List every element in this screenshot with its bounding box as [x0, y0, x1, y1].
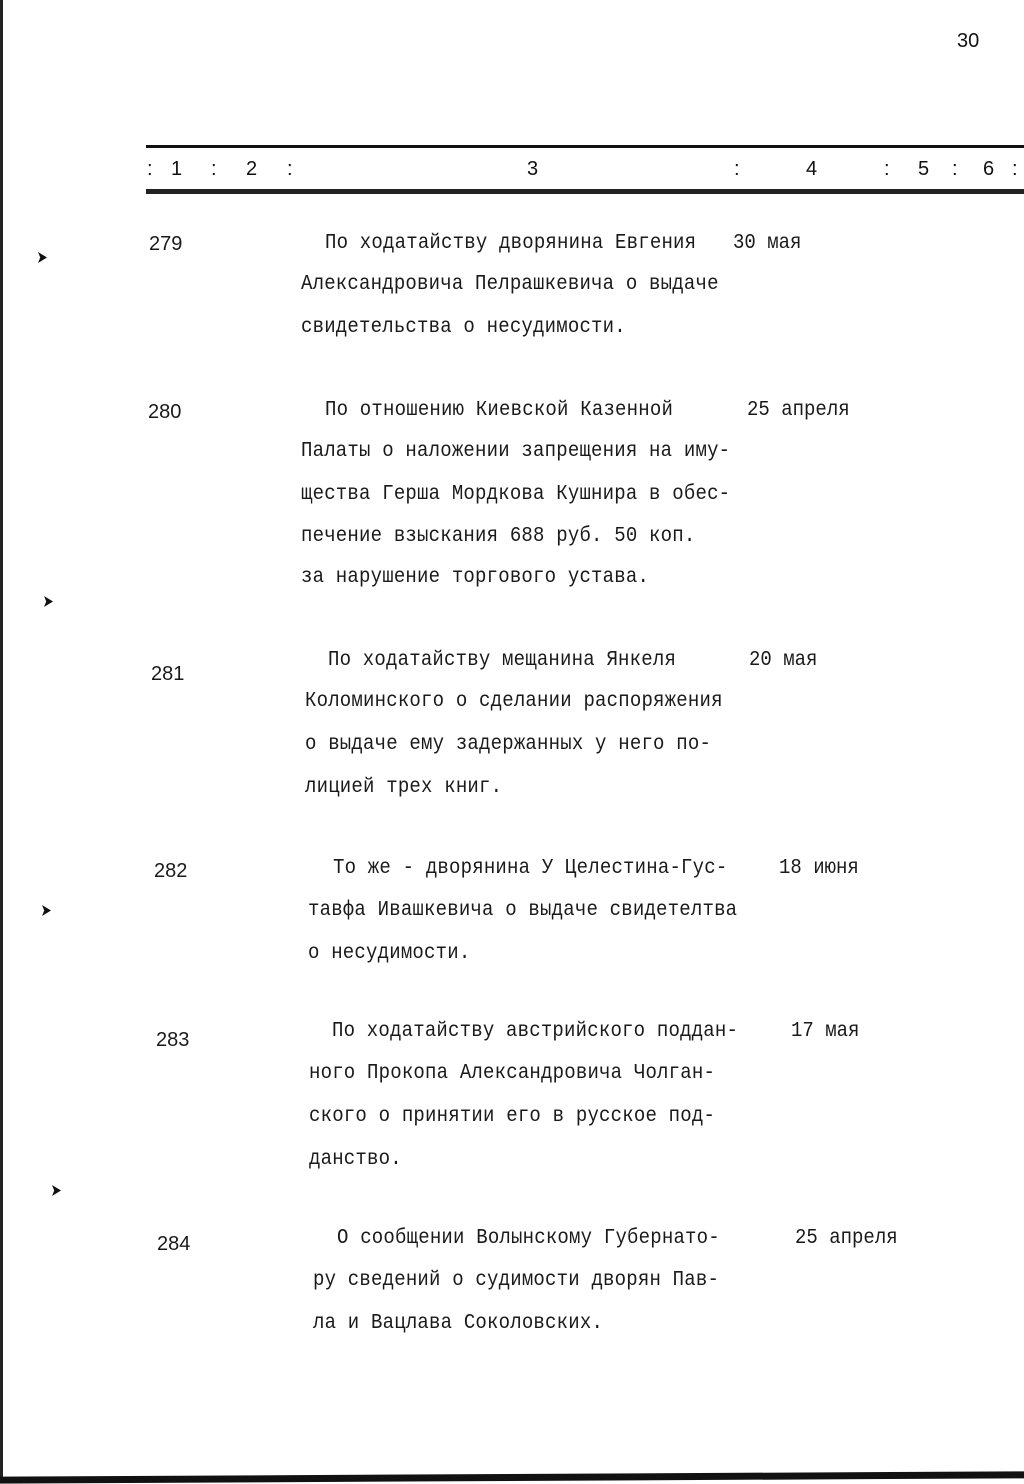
entry-text-line: То же - дворянина У Целестина-Гус-	[333, 855, 728, 880]
column-separator: :	[147, 158, 153, 180]
column-separator: :	[1012, 158, 1018, 180]
entry-text-line: о выдаче ему задержанных у него по-	[305, 731, 712, 756]
entry-text-line: Коломинского о сделании распоряжения	[305, 688, 723, 713]
entry-text-line: По ходатайству мещанина Янкеля	[328, 647, 677, 672]
entry-text-line: за нарушение торгового устава.	[301, 564, 650, 589]
entry-date: 17 мая	[791, 1018, 860, 1043]
page-number: 30	[957, 30, 980, 52]
entry-date: 25 апреля	[795, 1225, 898, 1250]
entry-number: 284	[157, 1233, 191, 1255]
binder-mark-icon	[52, 1185, 61, 1196]
column-separator: :	[734, 158, 740, 180]
binder-mark-icon	[44, 596, 53, 607]
entry-date: 30 мая	[733, 230, 802, 255]
entry-text-line: данство.	[309, 1146, 402, 1171]
entry-date: 20 мая	[749, 647, 818, 672]
column-separator: :	[952, 158, 958, 180]
binder-mark-icon	[38, 252, 47, 263]
entry-text-line: О сообщении Волынскому Губернато-	[337, 1225, 720, 1250]
entry-text-line: Палаты о наложении запрещения на иму-	[301, 438, 731, 463]
column-header-5: 5	[918, 158, 930, 180]
column-separator: :	[287, 158, 293, 180]
page-edge	[0, 0, 3, 1481]
entry-text-line: свидетельства о несудимости.	[301, 314, 626, 339]
binder-mark-icon	[42, 905, 51, 916]
header-rule-bottom	[146, 189, 1024, 194]
column-header-3: 3	[527, 158, 539, 180]
entry-text-line: тавфа Ивашкевича о выдаче свидетелтва	[308, 897, 738, 922]
entry-text-line: По ходатайству австрийского поддан-	[332, 1018, 739, 1043]
entry-text-line: печение взыскания 688 руб. 50 коп.	[301, 523, 696, 548]
entry-text-line: ского о принятии его в русское под-	[309, 1103, 716, 1128]
entry-number: 280	[148, 401, 182, 423]
entry-date: 25 апреля	[747, 397, 850, 422]
entry-text-line: Александровича Пелрашкевича о выдаче	[301, 271, 719, 296]
column-header-1: 1	[171, 158, 183, 180]
header-rule-top	[146, 145, 1024, 148]
column-separator: :	[884, 158, 890, 180]
column-header-4: 4	[806, 158, 818, 180]
entry-text-line: ру сведений о судимости дворян Пав-	[313, 1267, 720, 1292]
entry-text-line: По ходатайству дворянина Евгения	[325, 230, 697, 255]
column-header-2: 2	[246, 158, 258, 180]
entry-text-line: лицией трех книг.	[305, 774, 503, 799]
entry-text-line: По отношению Киевской Казенной	[325, 397, 674, 422]
column-header-6: 6	[983, 158, 995, 180]
entry-number: 282	[154, 860, 188, 882]
footer-rule	[0, 1471, 1024, 1483]
entry-number: 279	[149, 233, 183, 255]
entry-text-line: щества Герша Мордкова Кушнира в обес-	[301, 481, 731, 506]
column-separator: :	[211, 158, 217, 180]
entry-date: 18 июня	[779, 855, 859, 880]
entry-number: 281	[151, 663, 185, 685]
entry-text-line: ла и Вацлава Соколовских.	[313, 1310, 604, 1335]
entry-text-line: о несудимости.	[308, 940, 471, 965]
entry-text-line: ного Прокопа Александровича Чолган-	[309, 1060, 716, 1085]
entry-number: 283	[156, 1029, 190, 1051]
